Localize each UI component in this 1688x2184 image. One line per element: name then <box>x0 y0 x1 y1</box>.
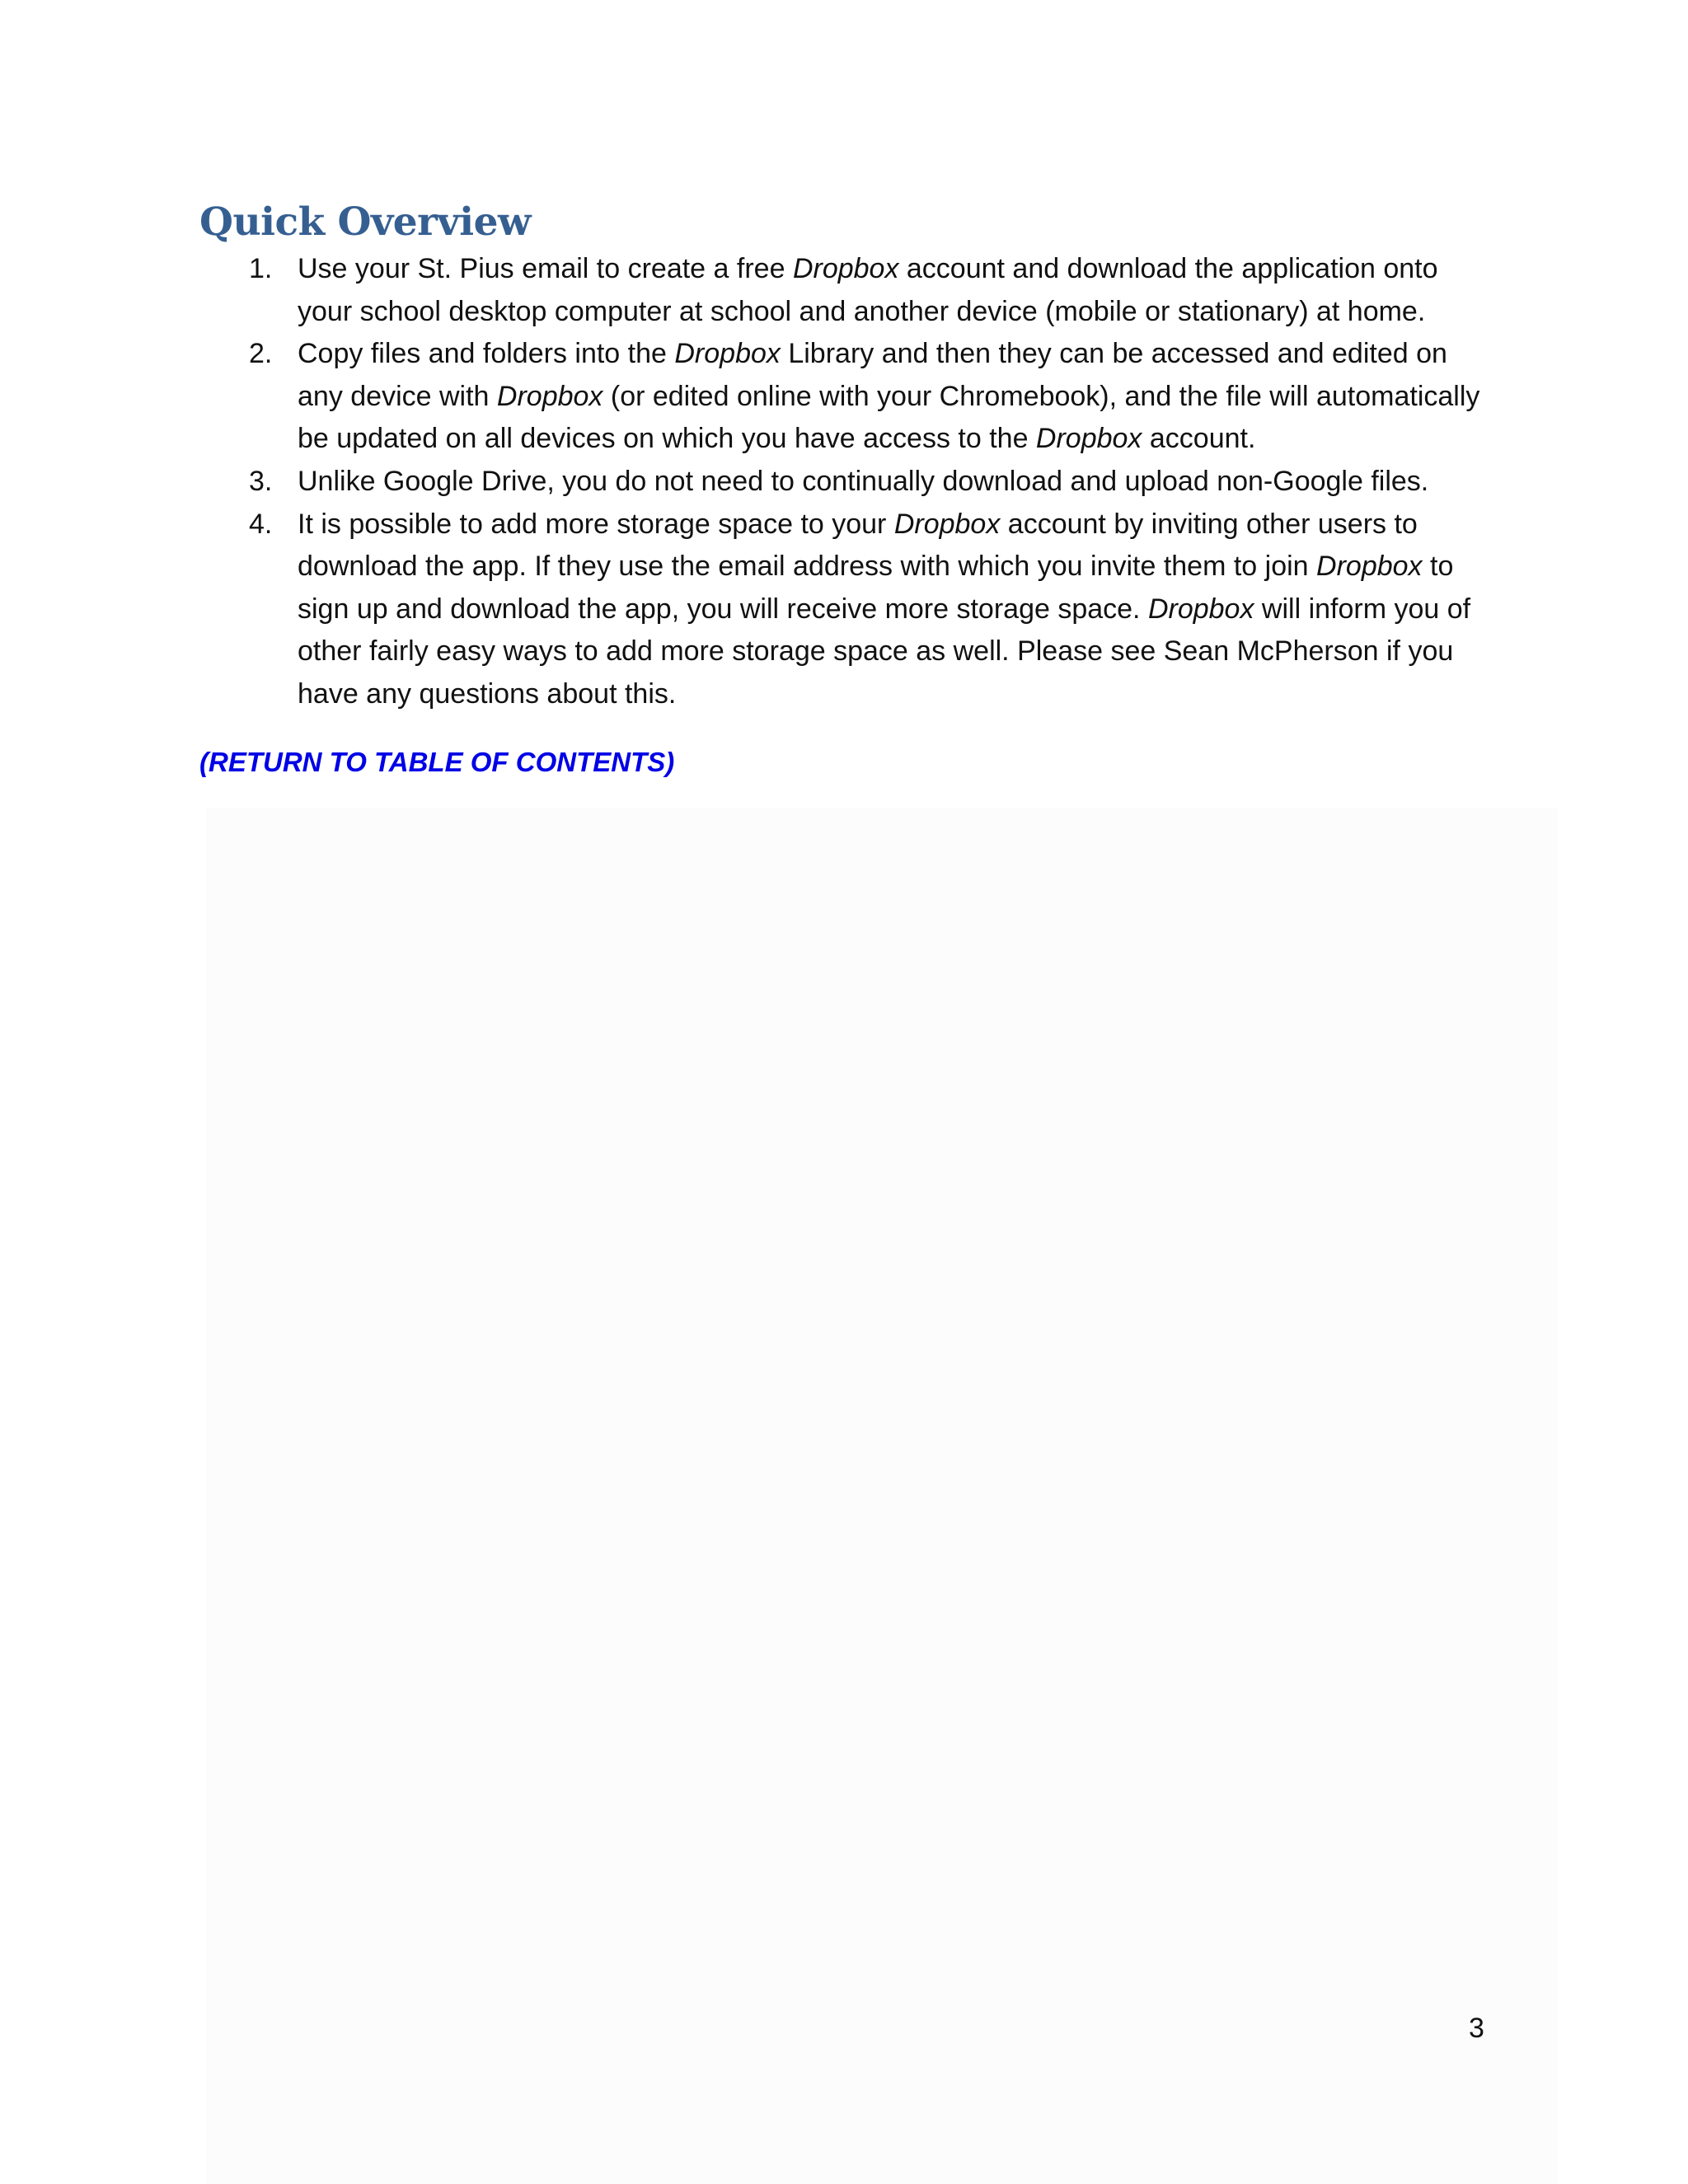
text-run: account by inviting other users to download the app. If they use the email address with which you invite them to join <box>298 508 1418 583</box>
text-run: (or edited online with your Chromebook), and the file will automatically be updated on all devices on which you have access to the <box>298 380 1480 455</box>
list-item-text <box>298 509 1470 710</box>
product-name: Dropbox <box>1035 423 1142 455</box>
page-background <box>206 808 1558 2184</box>
list-item <box>246 333 1498 461</box>
text-run: It is possible to add more storage space to your <box>298 508 894 540</box>
text-run: Library and then they can be accessed and edited on any device with <box>298 338 1447 412</box>
product-name: Dropbox <box>893 508 1001 540</box>
return-to-toc-link[interactable]: (RETURN TO TABLE OF CONTENTS) <box>199 747 675 777</box>
list-item-number: 3. <box>249 465 273 497</box>
product-name: Dropbox <box>792 253 899 284</box>
list-item <box>246 461 1498 504</box>
text-run: account and download the application onto your school desktop computer at school and another device (mobile or stationary) at home. <box>298 253 1438 327</box>
section-heading: Quick Overview <box>199 199 531 245</box>
list-item-text <box>298 338 1479 454</box>
text-run: to sign up and download the app, you will receive more storage space. <box>298 551 1454 625</box>
product-name: Dropbox <box>1147 593 1254 625</box>
overview-list <box>246 248 1498 716</box>
text-run: Use your St. Pius email to create a free <box>298 253 793 284</box>
list-item-number: 2. <box>249 338 273 370</box>
text-run: account. <box>1142 423 1256 455</box>
text-run: will inform you of other fairly easy ways to add more storage space as well. Please see Sean McPherson if you have any questions about this. <box>298 593 1471 710</box>
list-item-text <box>298 466 1428 497</box>
list-item-number: 4. <box>249 508 273 540</box>
list-item <box>246 504 1498 716</box>
text-run: Unlike Google Drive, you do not need to continually download and upload non-Google files. <box>298 465 1429 497</box>
list-item-text <box>298 253 1438 327</box>
product-name: Dropbox <box>496 380 603 412</box>
page-number: 3 <box>1469 2013 1484 2044</box>
list-item-number: 1. <box>249 253 273 284</box>
product-name: Dropbox <box>1316 551 1423 583</box>
text-run: Copy files and folders into the <box>298 338 675 370</box>
product-name: Dropbox <box>674 338 781 370</box>
list-item <box>246 248 1498 333</box>
